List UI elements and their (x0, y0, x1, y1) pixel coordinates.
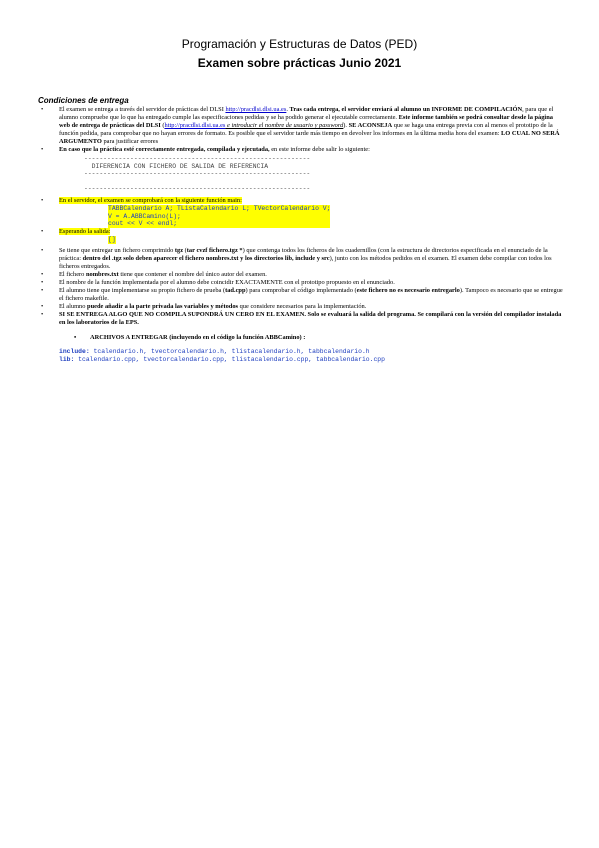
bullet-icon: • (41, 287, 44, 295)
section-heading: Condiciones de entrega (38, 96, 129, 105)
item-text: ) que contenga todos los ficheros de los cuadernillos (con la estructura de directorios especificada en el enunciado de la práctica: (59, 247, 548, 263)
item-text: ( (183, 247, 187, 255)
item-text: El nombre de la función implementada por el alumno debe coincidir EXACTAMENTE con el prototipo propuesto en el enunciado. (59, 279, 395, 287)
item-text: que considere necesarios para la implementación. (238, 303, 367, 311)
pracdlsi-link[interactable]: http://pracdlsi.dlsi.ua.es (225, 106, 287, 113)
bullet-icon: • (41, 271, 44, 279)
files-heading: ARCHIVOS A ENTREGAR (incluyendo en el código la función ABBCamino) : (90, 333, 306, 341)
item-text: El alumno (59, 303, 88, 311)
item-text: ). (343, 122, 349, 129)
expected-output-code: [] (108, 236, 116, 244)
item-bold-text: tgz (174, 247, 184, 255)
list-item (38, 303, 564, 311)
bullet-icon: • (41, 303, 44, 311)
bullet-icon: • (41, 279, 44, 287)
item-bold-text: dentro del .tgz solo deben aparecer el fichero nombres.txt y los directorios lib, include y src (82, 255, 330, 263)
bullet-icon: • (41, 228, 44, 236)
item-text: El fichero (59, 271, 86, 279)
item-text: . (286, 106, 290, 113)
list-item (38, 228, 564, 236)
bullet-icon: • (41, 106, 44, 113)
item-highlighted-text: En el servidor, el examen se comprobará con la siguiente función main: (59, 196, 242, 204)
item-bold-text: tar cvzf fichero.tgz * (186, 247, 243, 255)
item-bold-text: Tras cada entrega, el servidor enviará al alumno un INFORME DE COMPILACIÓN (289, 106, 523, 113)
item-text: ) para comprobar el código implementado ( (245, 287, 357, 295)
bullet-icon: • (41, 311, 44, 319)
list-item (38, 106, 564, 146)
bullet-icon: • (74, 333, 77, 341)
item-italic-text: e introducir el nombre de usuario y password (225, 122, 344, 129)
bullet-icon: • (41, 146, 44, 153)
list-item (38, 279, 564, 287)
item-text: ). Tampoco es necesario que se entregue el fichero makefile. (59, 287, 563, 303)
conditions-list (38, 106, 564, 363)
document-subtitle: Examen sobre prácticas Junio 2021 (197, 56, 402, 70)
item-text: Se tiene que entregar un fichero comprimido (59, 247, 175, 255)
files-list (59, 348, 564, 363)
main-code-wrapper (108, 205, 564, 228)
expected-report-code: ----------------------------------------------------------- DIFERENCIA CON FICHERO DE SALIDA DE REFERENCIA ----------------------------------------------------------- ----------------------------------------------------------- (84, 155, 311, 193)
list-item (38, 247, 564, 271)
list-item (38, 311, 564, 327)
item-bold-text: LO CUAL NO SERÁ ARGUMENTO (59, 130, 560, 145)
item-bold-text: este fichero no es necesario entregarlo (356, 287, 460, 295)
item-text: El examen se entrega a través del servidor de prácticas del DLSI (59, 106, 226, 113)
item-bold-text: SE ACONSEJA (348, 122, 393, 129)
list-item (38, 197, 564, 205)
item-bold-text: tad.cpp (225, 287, 246, 295)
item-bold-text: En caso que la práctica esté correctamente entregada, compilada y ejecutada, (59, 146, 270, 153)
item-text: tiene que contener el nombre del único autor del examen. (118, 271, 267, 279)
list-item (38, 271, 564, 279)
list-item (38, 146, 564, 154)
item-text: para justificar errores (101, 138, 159, 145)
lib-files: tcalendario.cpp, tvectorcalendario.cpp, tlistacalendario.cpp, tabbcalendario.cpp (74, 355, 385, 363)
include-files: tcalendario.h, tvectorcalendario.h, tlistacalendario.h, tabbcalendario.h (89, 347, 370, 355)
lib-label: lib: (59, 355, 75, 363)
expected-output-wrapper (108, 236, 564, 244)
item-bold-text: Este informe también se podrá consultar desde la página web de entrega de prácticas del DLSI (59, 114, 553, 129)
pracdlsi-link-2[interactable]: http://pracdlsi.dlsi.ua.es (164, 122, 226, 129)
document-title: Programación y Estructuras de Datos (PED) (181, 37, 418, 51)
bullet-icon: • (41, 196, 44, 204)
bullet-icon: • (41, 247, 44, 255)
item-highlighted-text: Esperando la salida: (59, 228, 111, 236)
item-bold-text: puede añadir a la parte privada las variables y métodos (87, 303, 239, 311)
files-heading-item (38, 334, 564, 342)
item-text: , para que el alumno compruebe que lo que ha entregado cumple las especificaciones pedidas y se ha podido generar el ejecutable correctamente. (59, 106, 554, 121)
main-function-code: TABBCalendario A; TListaCalendario L; TVectorCalendario V; V = A.ABBCamino(L); cout << V << endl; (108, 204, 331, 228)
item-text: en este informe debe salir lo siguiente: (269, 146, 370, 153)
item-text: ( (160, 122, 165, 129)
item-bold-text: SI SE ENTREGA ALGO QUE NO COMPILA SUPONDRÁ UN CERO EN EL EXAMEN. Solo se evaluará la salida del programa. Se compilará con la versión del compilador instalada en los laboratorios de la EPS. (59, 311, 562, 327)
item-text: ), junto con los métodos pedidos en el examen. El examen debe compilar con todos los ficheros entregados. (59, 255, 552, 271)
item-bold-text: nombres.txt (85, 271, 119, 279)
include-label: include: (59, 347, 90, 355)
item-text: que se haga una entrega previa con al menos el prototipo de la función pedida, para comprobar que no hayan errores de formato. Es posible que el servidor tarde más tiempo en devolver los informes en la última media hora del examen: (59, 122, 553, 137)
list-item (38, 287, 564, 303)
item-text: El alumno tiene que implementarse su propio fichero de prueba ( (59, 287, 226, 295)
